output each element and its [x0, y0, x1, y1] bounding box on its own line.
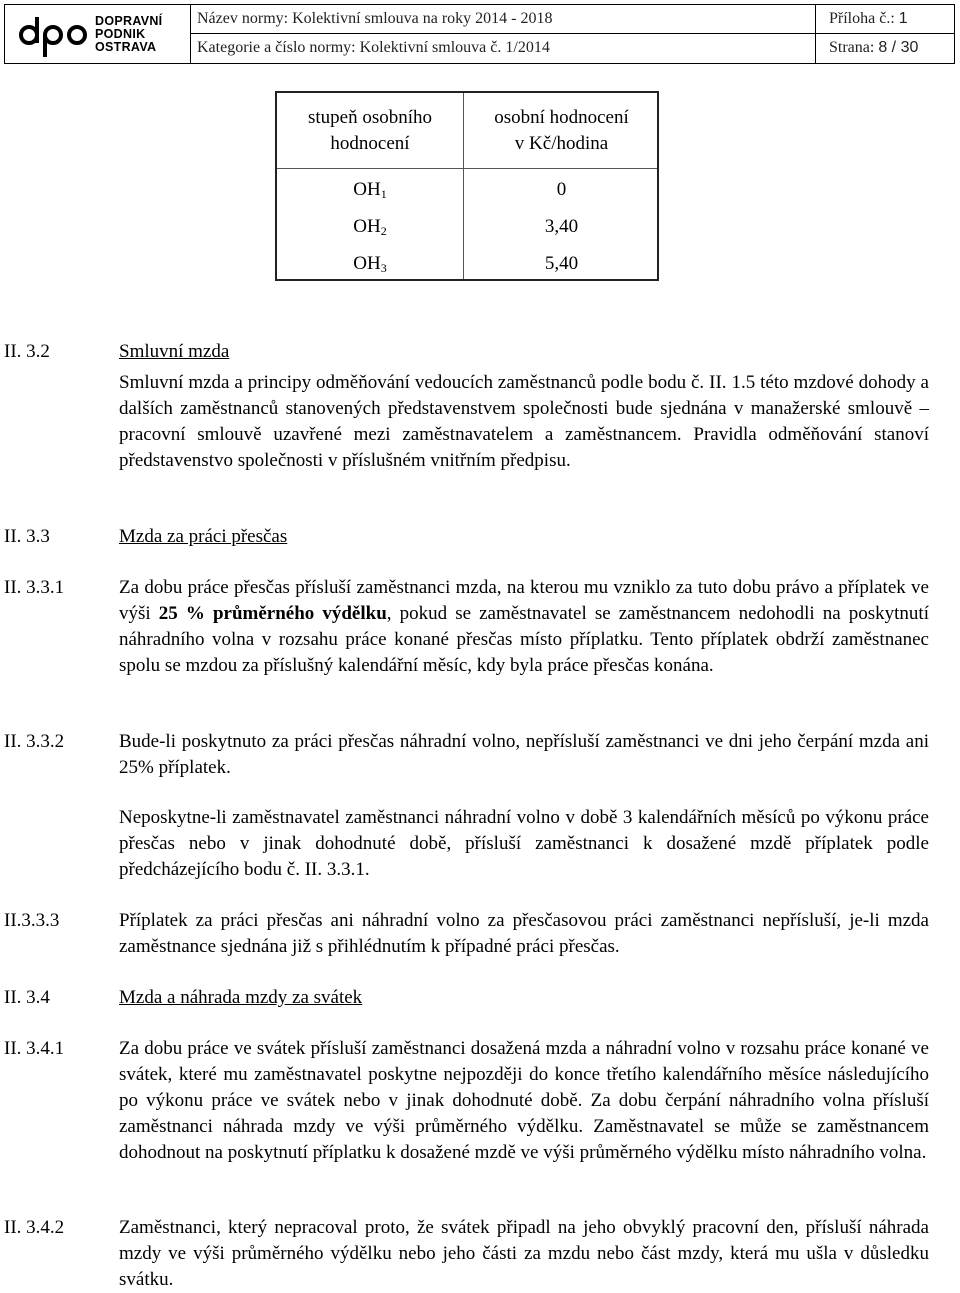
logo-line: PODNIK: [95, 27, 146, 41]
section-title: Mzda za práci přesčas: [119, 526, 288, 547]
header-line: osobní hodnocení: [494, 107, 629, 128]
table-cell-value: 0: [556, 179, 567, 200]
table-divider: [277, 168, 657, 169]
header-line: v Kč/hodina: [514, 133, 609, 154]
section-paragraph: Bude-li poskytnuto za práci přesčas náhradní volno, nepřísluší zaměstnanci ve dni jeho čerpání mzda ani 25% příplatek.: [119, 731, 929, 778]
header-line: hodnocení: [330, 133, 410, 154]
section-number: II. 3.4: [4, 987, 50, 1008]
table-cell-value: 3,40: [544, 216, 579, 237]
attachment-value: 1: [898, 10, 908, 27]
logo-line: DOPRAVNÍ: [95, 14, 163, 28]
attachment-number: [815, 5, 908, 33]
table-cell-level: $OH_2$: [353, 216, 387, 238]
table-cell-level: $OH_1$: [353, 179, 387, 201]
section-title: Smluvní mzda: [119, 341, 230, 362]
section-number: II. 3.2: [4, 341, 50, 362]
personal-evaluation-table: [275, 91, 659, 281]
logo-line: OSTRAVA: [95, 40, 157, 54]
section-number: II. 3.3.1: [4, 577, 65, 598]
section-number: II.3.3.3: [4, 910, 60, 931]
section-number: II. 3.3: [4, 526, 50, 547]
section-paragraph: Za dobu práce přesčas přísluší zaměstnanci mzda, na kterou mu vzniklo za tuto dobu právo a příplatek ve výši 25 % průměrného výdělku, pokud se zaměstnavatel se zaměstnancem nedohodli na poskytnutí náhradního volna v rozsahu práce konané přesčas místo příplatku. Tento příplatek obdrží zaměstnanec spolu se mzdou za příslušný kalendářní měsíc, kdy byla práce přesčas konána.: [119, 577, 929, 676]
section-paragraph: Zaměstnanci, který nepracoval proto, že svátek připadl na jeho obvyklý pracovní den, přísluší náhrada mzdy ve výši průměrného výdělku nebo jeho části za mzdu nebo část mzdy, která mu ušla v důsledku svátku.: [119, 1217, 929, 1290]
section-number: II. 3.4.1: [4, 1038, 65, 1059]
norm-name: Název normy: Kolektivní smlouva na roky 2014 - 2018: [197, 10, 553, 27]
dpo-logo-icon: [19, 15, 91, 57]
company-logo: [5, 5, 191, 63]
section-number: II. 3.3.2: [4, 731, 65, 752]
section-paragraph: Příplatek za práci přesčas ani náhradní volno za přesčasovou práci zaměstnanci nepřísluší, je-li mzda zaměstnance sjednána již s přihlédnutím k případné práci přesčas.: [119, 910, 929, 957]
logo-wordmark: [95, 15, 162, 54]
header-line: stupeň osobního: [307, 107, 433, 128]
section-paragraph: Neposkytne-li zaměstnavatel zaměstnanci náhradní volno v době 3 kalendářních měsíců po výkonu práce přesčas nebo v jinak dohodnuté době, přísluší zaměstnanci k dosažené mzdě příplatek podle předcházejícího bodu č. II. 3.3.1.: [119, 807, 929, 880]
page-value: 8 / 30: [878, 39, 919, 56]
attachment-label: Příloha č.:: [829, 10, 899, 27]
page-label: Strana:: [829, 39, 879, 56]
norm-category: Kategorie a číslo normy: Kolektivní smlouva č. 1/2014: [197, 39, 550, 56]
section-title: Mzda a náhrada mzdy za svátek: [119, 987, 363, 1008]
header-row-category: [191, 34, 954, 63]
table-cell-level: $OH_3$: [353, 253, 387, 275]
column-header-level: [277, 105, 463, 157]
section-number: II. 3.4.2: [4, 1217, 65, 1238]
document-header: [4, 4, 955, 64]
section-paragraph: Smluvní mzda a principy odměňování vedoucích zaměstnanců podle bodu č. II. 1.5 této mzdové dohody a dalších zaměstnanců stanovených představenstvem společnosti bude sjednána v manažerské smlouvě – pracovní smlouvě uzavřené mezi zaměstnavatelem a zaměstnancem. Pravidla odměňování stanoví představenstvo společnosti v příslušném vnitřním předpisu.: [119, 372, 929, 471]
header-row-norm-name: [191, 5, 954, 34]
section-paragraph: Za dobu práce ve svátek přísluší zaměstnanci dosažená mzda a náhradní volno v rozsahu práce konané ve svátek, které mu zaměstnavatel poskytne nejpozději do konce třetího kalendářního měsíce následujícího po výkonu práce ve svátek nebo v jinak dohodnuté době. Za dobu čerpání náhradního volna přísluší zaměstnanci náhrada mzdy ve výši průměrného výdělku. Zaměstnavatel se může se zaměstnancem dohodnout na poskytnutí příplatku k dosažené mzdě ve výši průměrného výdělku místo náhradního volna.: [119, 1038, 929, 1163]
column-header-value: [464, 105, 659, 157]
page-number: [815, 34, 918, 63]
bold-emphasis: 25 % průměrného výdělku: [158, 603, 387, 624]
table-cell-value: 5,40: [544, 253, 579, 274]
